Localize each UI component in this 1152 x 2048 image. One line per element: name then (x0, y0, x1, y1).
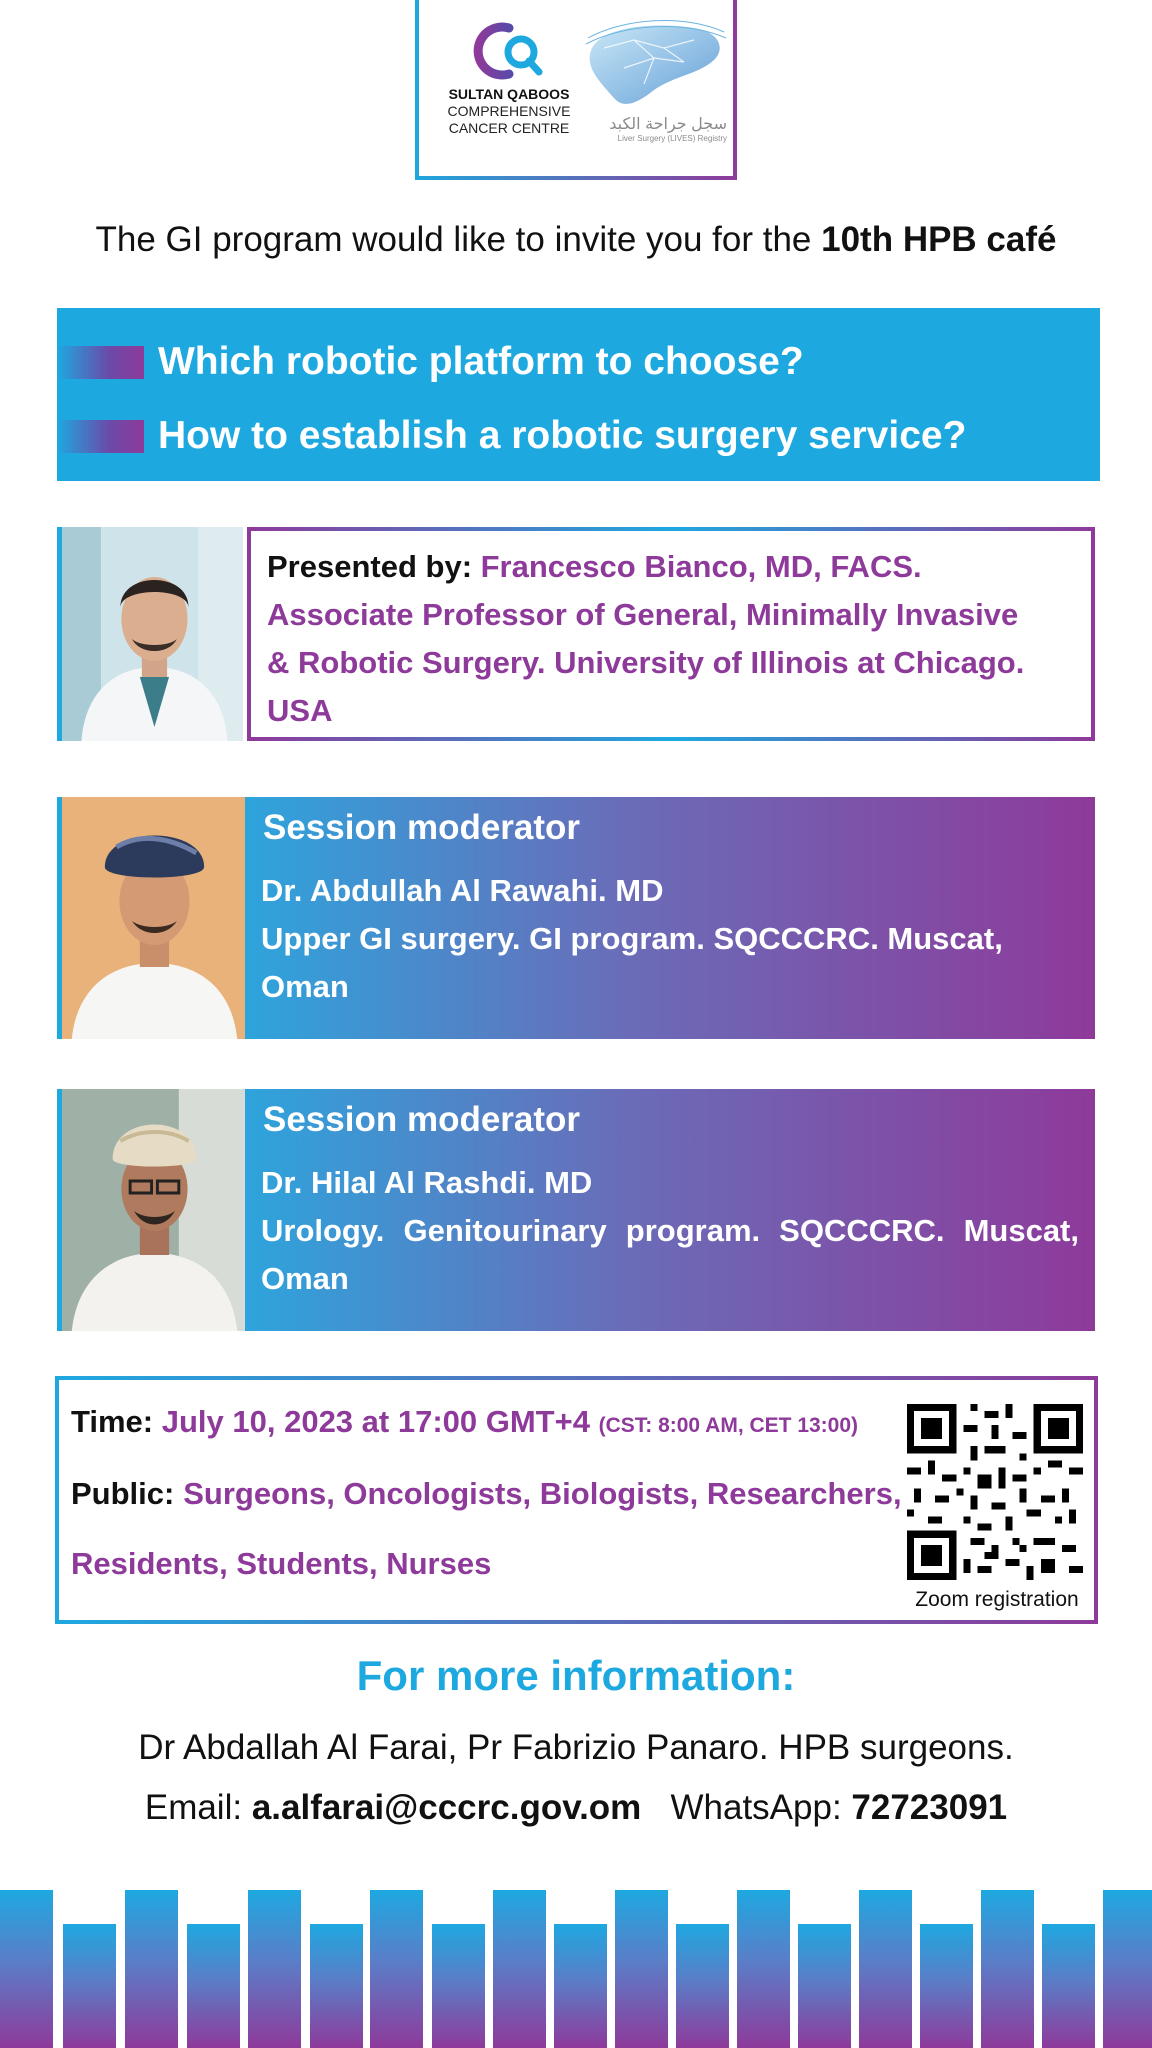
bullet-bar (57, 346, 144, 379)
presenter-label: Presented by: (267, 549, 481, 584)
presenter-card (247, 527, 1095, 741)
time-label: Time: (71, 1404, 162, 1439)
email-label: Email: (144, 1788, 252, 1827)
email-link[interactable]: a.alfarai@cccrc.gov.om (251, 1788, 642, 1827)
deco-bar (432, 1924, 485, 2048)
deco-bar (0, 1890, 53, 2048)
moderator-photo (57, 797, 245, 1039)
bullet-bar (57, 420, 144, 453)
qr-code-icon[interactable] (907, 1404, 1083, 1580)
topic-item (57, 416, 966, 456)
deco-bar (859, 1890, 912, 2048)
presenter-photo (57, 527, 243, 741)
moderator-panel (245, 797, 1095, 1039)
topics-banner (57, 308, 1100, 481)
invite-text: The GI program would like to invite you for the (95, 220, 822, 259)
registry-arabic-name: سجل جراحة الكبد (609, 116, 727, 133)
moderator-heading: Session moderator (263, 1100, 581, 1139)
event-details-box (55, 1376, 1098, 1624)
deco-bar (676, 1924, 729, 2048)
presenter-name: Francesco Bianco, MD, FACS. (480, 549, 922, 584)
public-audience: Surgeons, Oncologists, Biologists, Researchers, (183, 1476, 902, 1511)
presenter-affiliation-line: & Robotic Surgery. University of Illinois at Chicago. (267, 645, 1025, 680)
deco-bar (1042, 1924, 1095, 2048)
moderator-name: Dr. Abdullah Al Rawahi. MD (261, 873, 664, 908)
sqccc-wordmark: SULTAN QABOOS COMPREHENSIVE CANCER CENTRE (447, 86, 571, 136)
presenter-affiliation-line: USA (267, 693, 333, 728)
topic-text: Which robotic platform to choose? (158, 340, 804, 383)
deco-bar (493, 1890, 546, 2048)
event-name: 10th HPB café (821, 220, 1057, 259)
deco-bar (981, 1890, 1034, 2048)
topic-text: How to establish a robotic surgery service? (158, 414, 967, 457)
deco-bar (798, 1924, 851, 2048)
whatsapp-label: WhatsApp: (641, 1788, 852, 1827)
public-label: Public: (71, 1476, 175, 1511)
topic-item (57, 342, 804, 382)
liver-registry-logo-icon (584, 18, 729, 118)
moderator-panel (245, 1089, 1095, 1331)
deco-bar (310, 1924, 363, 2048)
deco-bar (615, 1890, 668, 2048)
presenter-affiliation-line: Associate Professor of General, Minimally Invasive (267, 597, 1019, 632)
logo-panel (415, 0, 737, 180)
deco-bar (1103, 1890, 1152, 2048)
moderator-name: Dr. Hilal Al Rashdi. MD (261, 1165, 593, 1200)
moderator-heading: Session moderator (263, 808, 581, 847)
moderator-section (57, 797, 1095, 1039)
invite-line (0, 220, 1152, 260)
time-alt: (CST: 8:00 AM, CET 13:00) (598, 1414, 859, 1437)
deco-bar (920, 1924, 973, 2048)
contact-details-line (0, 1788, 1152, 1828)
deco-bar (554, 1924, 607, 2048)
presenter-section (57, 527, 1095, 741)
deco-bar (187, 1924, 240, 2048)
sqccc-logo-icon (471, 16, 551, 86)
more-info-heading: For more information: (356, 1652, 796, 1699)
moderator-section (57, 1089, 1095, 1331)
deco-bar (737, 1890, 790, 2048)
deco-bar (125, 1890, 178, 2048)
deco-bar (370, 1890, 423, 2048)
contacts-line: Dr Abdallah Al Farai, Pr Fabrizio Panaro. HPB surgeons. (138, 1728, 1014, 1767)
registry-english-name: Liver Surgery (LIVES) Registry (617, 134, 727, 143)
moderator-detail: Upper GI surgery. GI program. SQCCCRC. Muscat, Oman (261, 921, 1003, 1004)
moderator-photo (57, 1089, 245, 1331)
public-audience: Residents, Students, Nurses (71, 1546, 492, 1581)
qr-label: Zoom registration (915, 1588, 1079, 1611)
time-row (71, 1404, 858, 1440)
moderator-detail: Urology. Genitourinary program. SQCCCRC. Muscat, Oman (261, 1213, 1079, 1296)
decorative-bars (0, 1890, 1152, 2048)
deco-bar (248, 1890, 301, 2048)
time-value: July 10, 2023 at 17:00 GMT+4 (161, 1404, 599, 1439)
public-row-cont (71, 1546, 491, 1582)
deco-bar (63, 1924, 116, 2048)
public-row (71, 1476, 902, 1512)
whatsapp-number[interactable]: 72723091 (851, 1788, 1008, 1827)
